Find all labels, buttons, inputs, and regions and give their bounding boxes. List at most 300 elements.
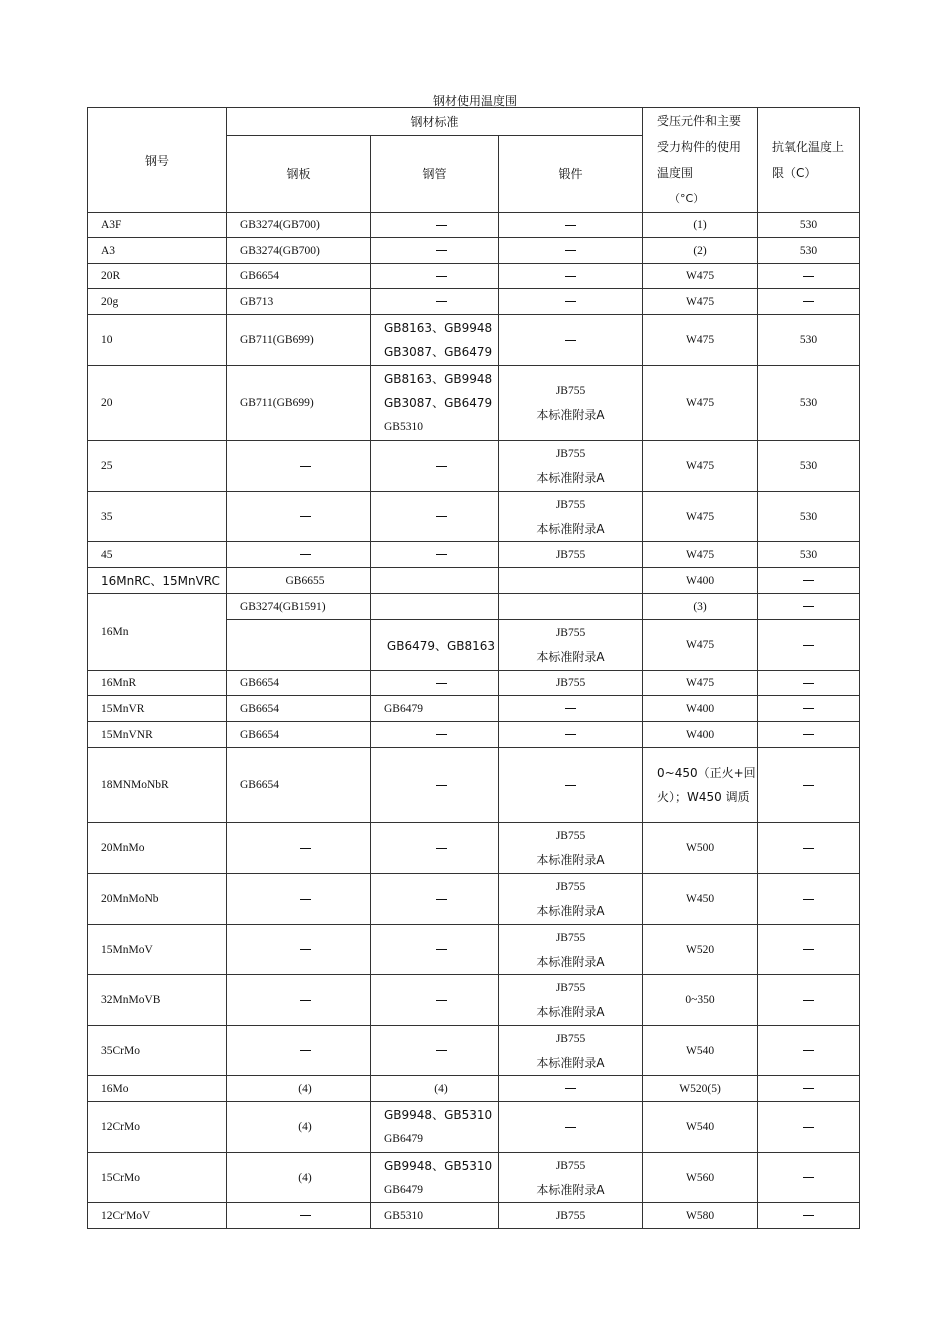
plate-cell [227,441,371,492]
plate-cell-text: GB3274(GB700) [240,219,320,231]
oxid-cell-text: 530 [799,510,818,523]
dash-mark [436,949,447,950]
table-body [88,108,860,1229]
temp-cell [643,696,758,722]
dash-mark [436,516,447,517]
grade-cell [88,823,227,874]
table-row [88,748,860,823]
header-standard: 钢材标准 [227,108,643,136]
grade-cell-text: 16MnRC、15MnVRC [101,574,220,588]
pipe-cell [371,823,499,874]
forge-cell-line: 本标准附录A [536,1055,605,1070]
dash-mark [565,301,576,302]
temp-cell [643,722,758,748]
temp-cell [643,289,758,315]
grade-cell-text: 25 [101,460,113,472]
grade-cell-text: 15MnVR [101,702,145,715]
dash-mark [803,301,814,302]
plate-cell [227,594,371,620]
forge-cell-line: JB755 [555,385,586,397]
pipe-cell [371,492,499,542]
pipe-cell [371,925,499,975]
temp-cell-text: W400 [685,702,715,715]
forge-cell-text: JB755 [555,677,586,689]
table-row [88,213,860,238]
temp-cell-text: W520(5) [679,1082,721,1095]
oxid-cell [758,748,860,823]
temp-cell [643,542,758,568]
temp-cell-text: W540 [685,1044,715,1057]
temp-cell [643,620,758,671]
forge-cell [499,238,643,264]
oxid-cell [758,1026,860,1076]
dash-mark [436,683,447,684]
forge-cell-line: JB755 [555,830,586,842]
plate-cell-text: GB713 [240,295,274,308]
grade-cell [88,441,227,492]
grade-cell-text: 45 [101,548,113,561]
temp-cell-text: W500 [685,842,715,854]
oxid-cell [758,671,860,696]
temp-cell-text: W475 [685,397,715,409]
pipe-cell [371,594,499,620]
oxid-cell [758,1203,860,1229]
grade-cell [88,213,227,238]
oxid-cell [758,620,860,671]
forge-cell [499,366,643,441]
oxid-cell [758,925,860,975]
dash-mark [803,734,814,735]
dash-mark [436,1000,447,1001]
grade-cell-text: 20MnMo [101,842,145,854]
temp-cell [643,671,758,696]
plate-cell [227,671,371,696]
forge-cell-line: JB755 [555,931,586,944]
temp-cell-text: W540 [685,1121,715,1133]
dash-mark [565,734,576,735]
temp-cell-text: W475 [685,270,715,282]
grade-cell [88,1153,227,1203]
dash-mark [803,1088,814,1089]
dash-mark [803,848,814,849]
oxid-cell-text: 530 [799,334,818,346]
oxid-cell-text: 530 [799,244,818,257]
plate-cell-text: GB711(GB699) [240,334,314,346]
grade-cell [88,315,227,366]
forge-cell [499,722,643,748]
plate-cell [227,289,371,315]
dash-mark [300,554,311,555]
oxid-cell-text: 530 [799,460,818,472]
header-temp-line: 受压元件和主要 [657,114,742,128]
plate-cell-text: (4) [298,1171,312,1184]
dash-mark [565,1127,576,1128]
grade-cell [88,1203,227,1229]
plate-cell [227,1153,371,1203]
pipe-cell [371,568,499,594]
oxid-cell [758,696,860,722]
temp-cell [643,1153,758,1203]
temp-cell-line: 火）；W450 调质 [657,790,750,804]
temp-cell [643,1076,758,1102]
temp-cell [643,1102,758,1153]
pipe-cell [371,441,499,492]
grade-cell-text: 20MnMoNb [101,893,159,905]
temp-cell-line: 0~450（正火+回 [657,766,756,780]
header-pipe: 钢管 [371,135,499,212]
temp-cell [643,925,758,975]
temp-cell-text: W450 [685,893,715,905]
steel-temperature-table [87,107,860,1229]
plate-cell [227,925,371,975]
pipe-cell [371,542,499,568]
dash-mark [565,1088,576,1089]
dash-mark [300,848,311,849]
dash-mark [436,250,447,251]
dash-mark [300,1215,311,1216]
pipe-cell [371,1203,499,1229]
forge-cell [499,696,643,722]
header-temp-line: （°C） [669,192,705,205]
dash-mark [436,276,447,277]
pipe-cell-text: GB6479、GB8163 [386,638,496,653]
grade-cell [88,492,227,542]
dash-mark [803,1050,814,1051]
header-temp-line: 温度围 [657,166,694,180]
pipe-cell [371,315,499,366]
temp-cell [643,441,758,492]
plate-cell [227,1203,371,1229]
forge-cell-line: 本标准附录A [536,471,605,485]
plate-cell-text: GB6654 [240,677,279,689]
grade-cell [88,748,227,823]
forge-cell [499,748,643,823]
plate-cell-text: GB6654 [240,728,279,741]
table-title: 钢材使用温度围 [432,94,517,108]
plate-cell [227,823,371,874]
dash-mark [436,225,447,226]
forge-cell-line: 本标准附录A [536,1182,605,1197]
forge-cell [499,542,643,568]
dash-mark [803,1000,814,1001]
table-row [88,264,860,289]
forge-cell-text: JB755 [555,1209,586,1222]
plate-cell [227,620,371,671]
temp-cell-text: W475 [685,510,715,523]
forge-cell [499,1203,643,1229]
forge-cell-line: 本标准附录A [536,408,605,422]
forge-cell-line: 本标准附录A [536,853,605,867]
forge-cell [499,441,643,492]
forge-cell-line: JB755 [555,627,586,639]
table-row [88,874,860,925]
dash-mark [436,554,447,555]
forge-cell-line: JB755 [555,1159,586,1172]
oxid-cell-text: 530 [799,219,818,231]
header-oxid [758,108,860,213]
table-row [88,1076,860,1102]
plate-cell [227,366,371,441]
header-forge: 锻件 [499,135,643,212]
grade-cell-text: 15CrMo [101,1171,140,1184]
table-row [88,568,860,594]
forge-cell [499,671,643,696]
table-row [88,696,860,722]
table-row [88,1203,860,1229]
temp-cell [643,492,758,542]
grade-cell-text: 16Mo [101,1082,129,1095]
grade-cell-text: 12Cr'MoV [101,1209,151,1222]
temp-cell-text: W475 [685,460,715,472]
temp-cell-text: W475 [685,548,715,561]
grade-cell [88,671,227,696]
dash-mark [803,276,814,277]
grade-cell [88,594,227,671]
temp-cell-text: W475 [685,334,715,346]
forge-cell-line: JB755 [555,448,586,460]
pipe-cell [371,748,499,823]
dash-mark [436,301,447,302]
pipe-cell [371,874,499,925]
dash-mark [436,785,447,786]
grade-cell [88,264,227,289]
oxid-cell [758,441,860,492]
plate-cell [227,874,371,925]
dash-mark [803,1127,814,1128]
dash-mark [803,708,814,709]
forge-cell [499,1076,643,1102]
forge-cell [499,1102,643,1153]
oxid-cell [758,594,860,620]
plate-cell [227,1026,371,1076]
pipe-cell [371,1026,499,1076]
oxid-cell [758,975,860,1026]
pipe-cell-line: GB3087、GB6479 [384,396,493,410]
plate-cell-text: (4) [298,1082,312,1095]
temp-cell [643,1026,758,1076]
temp-cell [643,568,758,594]
temp-cell [643,366,758,441]
header-temp-line: 受力构件的使用 [657,140,742,154]
dash-mark [300,466,311,467]
forge-cell-line: JB755 [555,982,586,994]
grade-cell-text: 16MnR [101,677,137,689]
temp-cell-text: W475 [685,639,715,651]
table-row [88,289,860,315]
dash-mark [803,580,814,581]
dash-mark [300,899,311,900]
dash-mark [565,340,576,341]
oxid-cell [758,315,860,366]
forge-cell [499,925,643,975]
forge-cell [499,823,643,874]
temp-cell-text: W475 [685,295,715,308]
plate-cell [227,568,371,594]
oxid-cell [758,492,860,542]
pipe-cell [371,213,499,238]
oxid-cell-text: 530 [799,397,818,409]
forge-cell [499,1153,643,1203]
forge-cell [499,620,643,671]
table-row [88,671,860,696]
grade-cell [88,238,227,264]
grade-cell [88,1076,227,1102]
forge-cell-line: 本标准附录A [536,1005,605,1019]
temp-cell [643,874,758,925]
table-row [88,315,860,366]
plate-cell-text: GB711(GB699) [240,397,314,409]
pipe-cell [371,620,499,671]
temp-cell-text: W475 [685,677,715,689]
table-row [88,366,860,441]
forge-cell [499,874,643,925]
pipe-cell-text: GB5310 [384,1209,423,1222]
plate-cell-text: GB6655 [285,574,325,587]
grade-cell [88,568,227,594]
dash-mark [803,785,814,786]
header-temp [643,108,758,213]
dash-mark [300,516,311,517]
plate-cell [227,264,371,289]
forge-cell [499,594,643,620]
pipe-cell [371,696,499,722]
table-row [88,722,860,748]
pipe-cell [371,671,499,696]
table-row [88,238,860,264]
dash-mark [436,734,447,735]
pipe-cell [371,1153,499,1203]
dash-mark [803,1215,814,1216]
dash-mark [300,1000,311,1001]
table-row [88,1102,860,1153]
plate-cell [227,1076,371,1102]
dash-mark [300,949,311,950]
dash-mark [436,1050,447,1051]
temp-cell-text: (2) [693,244,707,257]
dash-mark [803,683,814,684]
grade-cell-text: 15MnMoV [101,943,153,956]
dash-mark [300,1050,311,1051]
dash-mark [803,1177,814,1178]
plate-cell [227,748,371,823]
pipe-cell-line: GB6479 [384,1183,423,1196]
table-row [88,975,860,1026]
forge-cell [499,492,643,542]
dash-mark [436,899,447,900]
forge-cell-line: 本标准附录A [536,954,605,969]
grade-cell [88,366,227,441]
plate-cell [227,722,371,748]
forge-cell [499,289,643,315]
dash-mark [565,785,576,786]
plate-cell [227,542,371,568]
table-row [88,823,860,874]
forge-cell-line: 本标准附录A [536,904,605,918]
forge-cell [499,315,643,366]
pipe-cell-line: GB6479 [384,1133,423,1145]
temp-cell [643,213,758,238]
plate-cell [227,238,371,264]
oxid-cell [758,1076,860,1102]
plate-cell-text: GB6654 [240,270,279,282]
pipe-cell [371,722,499,748]
grade-cell [88,1026,227,1076]
table-row [88,1026,860,1076]
temp-cell-text: (3) [693,600,707,613]
forge-cell [499,264,643,289]
oxid-cell [758,238,860,264]
grade-cell-text: 35 [101,510,113,523]
pipe-cell-line: GB5310 [384,421,423,433]
forge-cell [499,568,643,594]
dash-mark [803,606,814,607]
pipe-cell [371,264,499,289]
temp-cell [643,238,758,264]
plate-cell-text: GB6654 [240,779,279,791]
header-oxid-line: 限（C） [772,166,817,180]
pipe-cell-line: GB9948、GB5310 [384,1158,493,1173]
grade-cell [88,874,227,925]
table-row [88,492,860,542]
table-row [88,594,860,620]
pipe-cell [371,1102,499,1153]
header-row [88,108,860,136]
dash-mark [565,225,576,226]
plate-cell [227,213,371,238]
oxid-cell [758,823,860,874]
forge-cell-line: 本标准附录A [536,521,605,536]
pipe-cell-text: GB6479 [384,702,423,715]
plate-cell-text: GB3274(GB700) [240,244,320,257]
pipe-cell [371,975,499,1026]
pipe-cell [371,366,499,441]
dash-mark [565,708,576,709]
dash-mark [803,645,814,646]
temp-cell-text: W400 [685,728,715,741]
pipe-cell-line: GB3087、GB6479 [384,345,493,359]
dash-mark [565,250,576,251]
grade-cell-text: A3 [101,244,116,257]
grade-cell [88,925,227,975]
plate-cell [227,975,371,1026]
grade-cell-text: 35CrMo [101,1044,140,1057]
forge-cell-line: JB755 [555,1032,586,1045]
grade-cell [88,722,227,748]
pipe-cell [371,238,499,264]
grade-cell-text: 10 [101,334,113,346]
oxid-cell [758,874,860,925]
header-oxid-line: 抗氧化温度上 [772,140,845,154]
forge-cell-line: JB755 [555,498,586,511]
plate-cell [227,315,371,366]
forge-cell [499,975,643,1026]
temp-cell [643,264,758,289]
forge-cell-text: JB755 [555,548,586,561]
temp-cell-text: W580 [685,1209,715,1222]
dash-mark [565,276,576,277]
oxid-cell-text: 530 [799,548,818,561]
pipe-cell-line: GB8163、GB9948 [384,321,493,335]
oxid-cell [758,213,860,238]
grade-cell [88,289,227,315]
oxid-cell [758,289,860,315]
oxid-cell [758,542,860,568]
temp-cell-text: W560 [685,1171,715,1184]
forge-cell-line: JB755 [555,881,586,893]
oxid-cell [758,722,860,748]
table-row [88,1153,860,1203]
temp-cell [643,975,758,1026]
